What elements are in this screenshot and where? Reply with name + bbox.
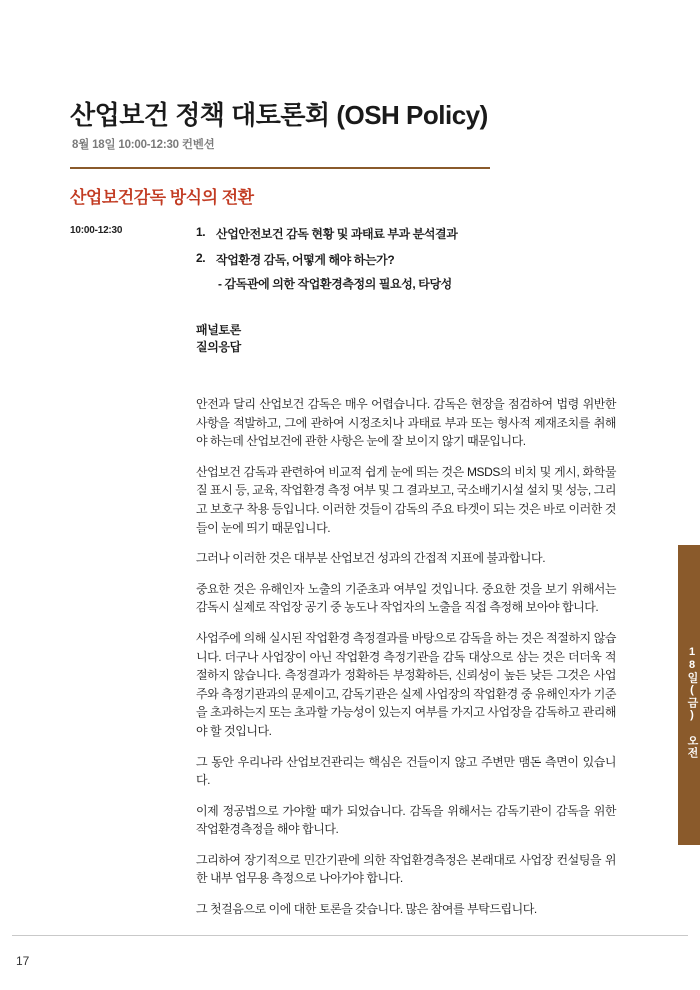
paragraph: 사업주에 의해 실시된 작업환경 측정결과를 바탕으로 감독을 하는 것은 적절하지 않습니다. 더구나 사업장이 아닌 작업환경 측정기관을 감독 대상으로 삼는 것은 더더욱 적절하지 않습니다. 측정결과가 정확하든 부정확하든, 신뢰성이 높든 낮든 그것은 사업주와 측정기관과의 문제이고, 감독기관은 실제 사업장의 작업환경 중 유해인자가 기준을 초과하는지 또는 초과할 가능성이 있는지 여부를 가지고 사업장을 감독하고 관리해야 할 것입니다. bbox=[196, 630, 616, 738]
session-time-label: 10:00-12:30 bbox=[70, 225, 123, 236]
panel-section bbox=[196, 322, 241, 357]
event-date-line: 8월 18일 10:00-12:30 컨벤션 bbox=[72, 139, 215, 151]
paragraph: 그러나 이러한 것은 대부분 산업보건 성과의 간접적 지표에 불과합니다. bbox=[196, 551, 546, 566]
panel-discussion-label: 패널토론 bbox=[196, 323, 241, 337]
page-number: 17 bbox=[16, 954, 30, 968]
agenda-text: 산업안전보건 감독 현황 및 과태료 부과 분석결과 bbox=[216, 227, 458, 241]
agenda-number: 1. bbox=[196, 225, 206, 239]
qa-label: 질의응답 bbox=[196, 340, 241, 355]
paragraph: 중요한 것은 유해인자 노출의 기준초과 여부일 것입니다. 중요한 것을 보기 위해서는 감독시 실제로 작업장 공기 중 농도나 작업자의 노출을 직접 측정해 보아야 합니다. bbox=[196, 581, 616, 615]
side-tab-label: 18일(금) 오전 bbox=[686, 645, 698, 759]
paragraph: 그리하여 장기적으로 민간기관에 의한 작업환경측정은 본래대로 사업장 컨설팅을 위한 내부 업무용 측정으로 나아가야 합니다. bbox=[196, 852, 616, 886]
page-title: 산업보건 정책 대토론회 (OSH Policy) bbox=[70, 100, 488, 131]
agenda-subitem: - 감독관에 의한 작업환경측정의 필요성, 타당성 bbox=[218, 277, 452, 291]
header-divider bbox=[70, 167, 490, 169]
paragraph: 산업보건 감독과 관련하여 비교적 쉽게 눈에 띄는 것은 MSDS의 비치 및 게시, 화학물질 표시 등, 교육, 작업환경 측정 여부 및 그 결과보고, 국소배기시설 설치 및 성능, 그리고 보호구 착용 등입니다. 이러한 것들이 감독의 주요 타겟이 되는 것은 바로 이러한 것들이 눈에 띄기 때문입니다. bbox=[196, 464, 616, 535]
paragraph: 이제 정공법으로 가야할 때가 되었습니다. 감독을 위해서는 감독기관이 감독을 위한 작업환경측정을 해야 합니다. bbox=[196, 803, 616, 837]
body-text bbox=[196, 383, 616, 930]
list-item bbox=[196, 225, 616, 242]
list-item bbox=[196, 251, 616, 268]
paragraph: 그 동안 우리나라 산업보건관리는 핵심은 건들이지 않고 주변만 맴돈 측면이 있습니다. bbox=[196, 754, 616, 788]
agenda-text: 작업환경 감독, 어떻게 해야 하는가? bbox=[216, 253, 395, 267]
agenda-number: 2. bbox=[196, 251, 206, 265]
footer-divider bbox=[12, 935, 688, 936]
paragraph: 안전과 달리 산업보건 감독은 매우 어렵습니다. 감독은 현장을 점검하여 법령 위반한 사항을 적발하고, 그에 관하여 시정조치나 과태료 부과 또는 형사적 제재조치를 취해야 하는데 산업보건에 관한 사항은 눈에 잘 보이지 않기 때문입니다. bbox=[196, 397, 616, 449]
paragraph: 그 첫걸음으로 이에 대한 토론을 갖습니다. 많은 참여를 부탁드립니다. bbox=[196, 902, 537, 917]
section-heading: 산업보건감독 방식의 전환 bbox=[70, 188, 254, 207]
agenda-list bbox=[196, 225, 616, 292]
